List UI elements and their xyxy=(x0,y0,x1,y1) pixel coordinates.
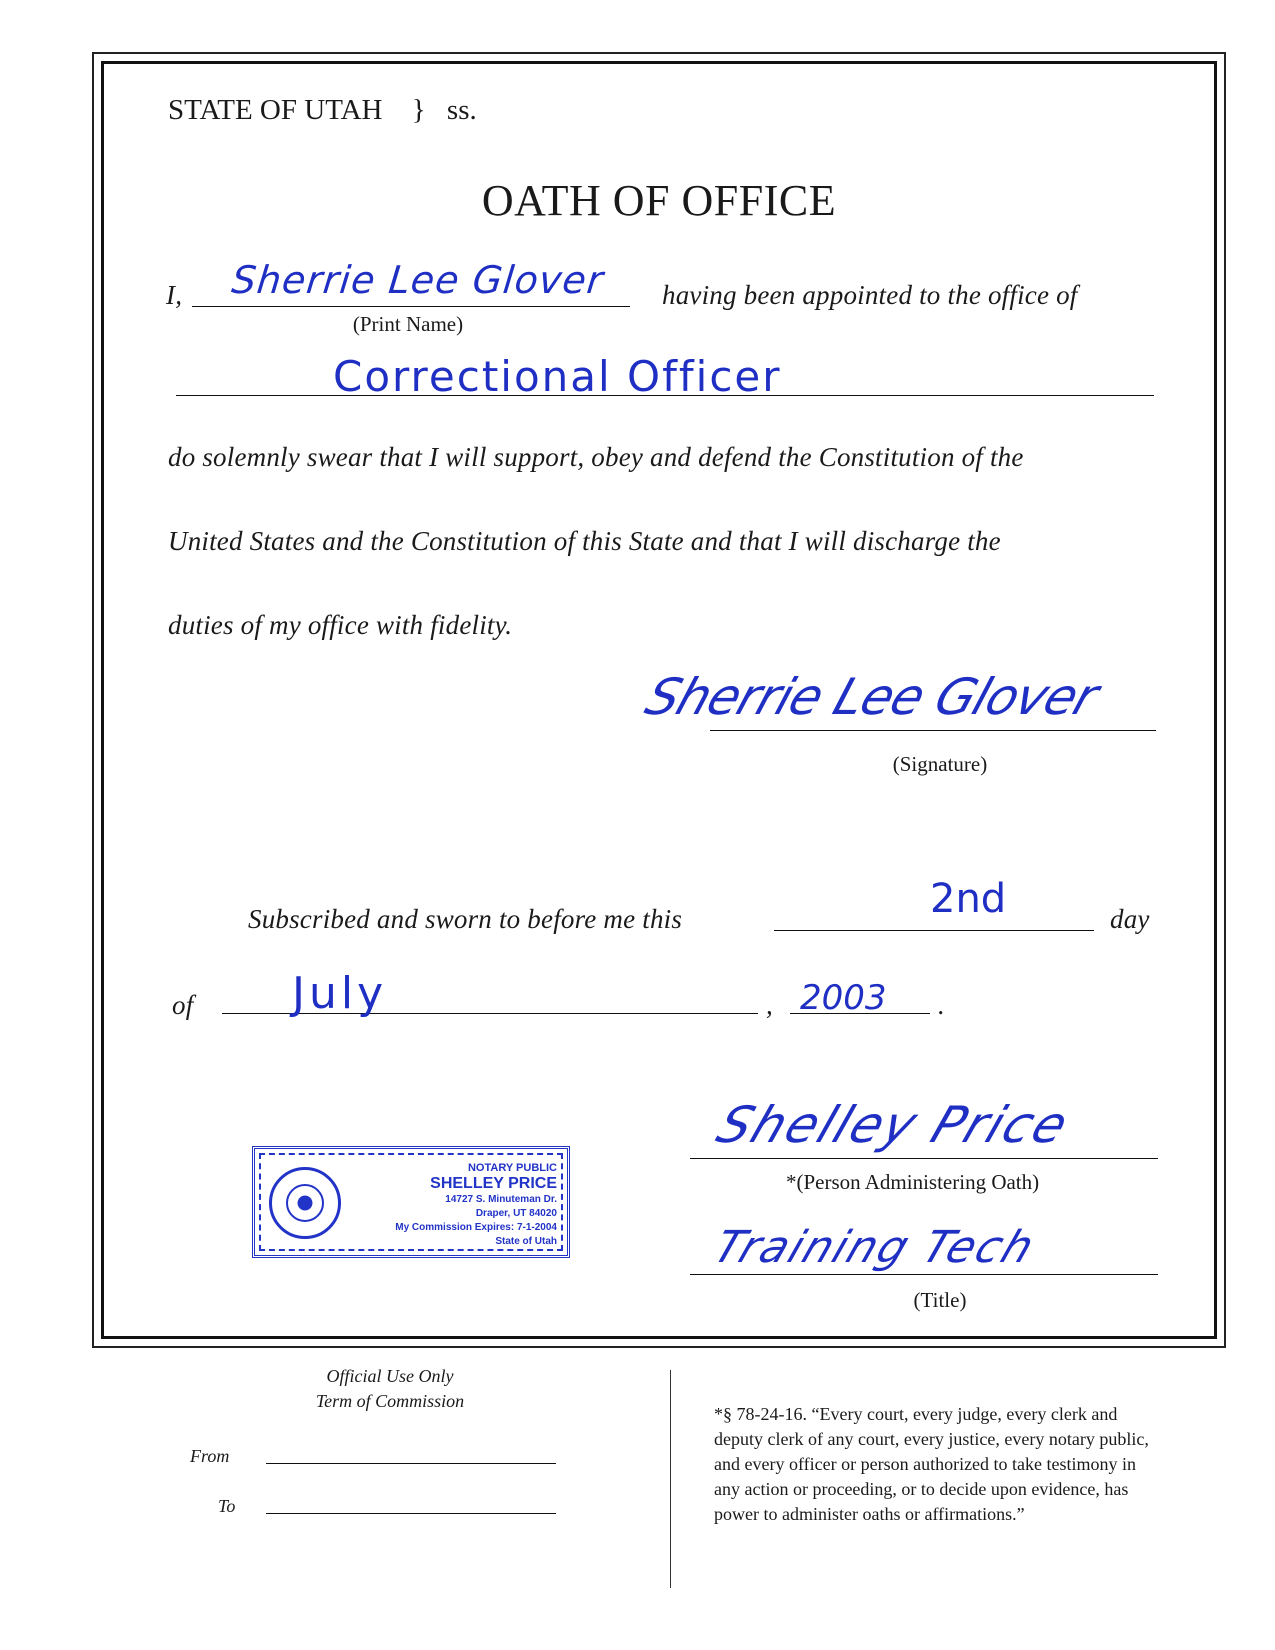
stamp-line-1: NOTARY PUBLIC xyxy=(467,1162,557,1174)
name-caption: (Print Name) xyxy=(352,312,464,336)
oath-line-3: duties of my office with fidelity. xyxy=(168,610,513,640)
day-label: day xyxy=(1110,904,1150,934)
to-label: To xyxy=(218,1496,236,1516)
statute-footnote xyxy=(714,1402,1234,1527)
administrator-signature: Shelley Price xyxy=(709,1096,1078,1154)
document-title: OATH OF OFFICE xyxy=(481,176,837,225)
year-handwritten: 2003 xyxy=(800,978,887,1018)
footnote-line-3: and every officer or person authorized to take testimony in xyxy=(714,1454,1137,1474)
title-line xyxy=(690,1274,1158,1275)
title-caption: (Title) xyxy=(913,1288,967,1312)
administrator-line xyxy=(690,1158,1158,1159)
office-handwritten: Correctional Officer xyxy=(333,352,782,401)
day-line xyxy=(774,930,1094,931)
stamp-line-3: 14727 S. Minuteman Dr. xyxy=(445,1194,557,1205)
sworn-text: Subscribed and sworn to before me this xyxy=(248,904,683,934)
oath-line-1: do solemnly swear that I will support, obey and defend the Constitution of the xyxy=(168,442,1024,472)
official-use xyxy=(260,1364,520,1414)
name-handwritten: Sherrie Lee Glover xyxy=(229,258,606,302)
state-header xyxy=(168,94,477,127)
oath-line-2: United States and the Constitution of this State and that I will discharge the xyxy=(168,526,1001,556)
to-line xyxy=(266,1513,556,1514)
signature-handwritten: Sherrie Lee Glover xyxy=(638,668,1105,726)
appointed-text: having been appointed to the office of xyxy=(662,280,1078,310)
stamp-line-5: My Commission Expires: 7-1-2004 xyxy=(395,1222,557,1233)
title-handwritten: Training Tech xyxy=(706,1222,1043,1273)
footer-divider xyxy=(670,1370,671,1588)
ss-label: ss. xyxy=(446,94,477,126)
official-line-2: Term of Commission xyxy=(315,1391,465,1411)
period: . xyxy=(938,990,945,1020)
name-line xyxy=(192,306,630,307)
stamp-line-6: State of Utah xyxy=(495,1236,557,1247)
month-handwritten: July xyxy=(292,968,388,1019)
from-line xyxy=(266,1463,556,1464)
footnote-line-2: deputy clerk of any court, every justice, every notary public, xyxy=(714,1429,1149,1449)
stamp-line-2: SHELLEY PRICE xyxy=(430,1175,557,1192)
signature-line xyxy=(710,730,1156,731)
footnote-line-5: power to administer oaths or affirmations.” xyxy=(714,1504,1025,1524)
comma: , xyxy=(766,990,773,1020)
of-label: of xyxy=(172,990,194,1020)
footnote-line-1: *§ 78-24-16. “Every court, every judge, every clerk and xyxy=(714,1404,1118,1424)
i-prefix: I, xyxy=(166,280,183,310)
day-handwritten: 2nd xyxy=(930,876,1007,922)
stamp-line-4: Draper, UT 84020 xyxy=(475,1208,557,1219)
state-seal-icon xyxy=(269,1167,341,1239)
signature-caption: (Signature) xyxy=(892,752,988,776)
footnote-line-4: any action or proceeding, or to decide upon evidence, has xyxy=(714,1479,1129,1499)
brace: } xyxy=(411,94,426,126)
state-label: STATE OF UTAH xyxy=(168,94,383,126)
from-label: From xyxy=(190,1446,230,1466)
official-line-1: Official Use Only xyxy=(326,1366,454,1386)
administrator-caption: *(Person Administering Oath) xyxy=(786,1170,1040,1194)
notary-stamp xyxy=(252,1146,570,1258)
